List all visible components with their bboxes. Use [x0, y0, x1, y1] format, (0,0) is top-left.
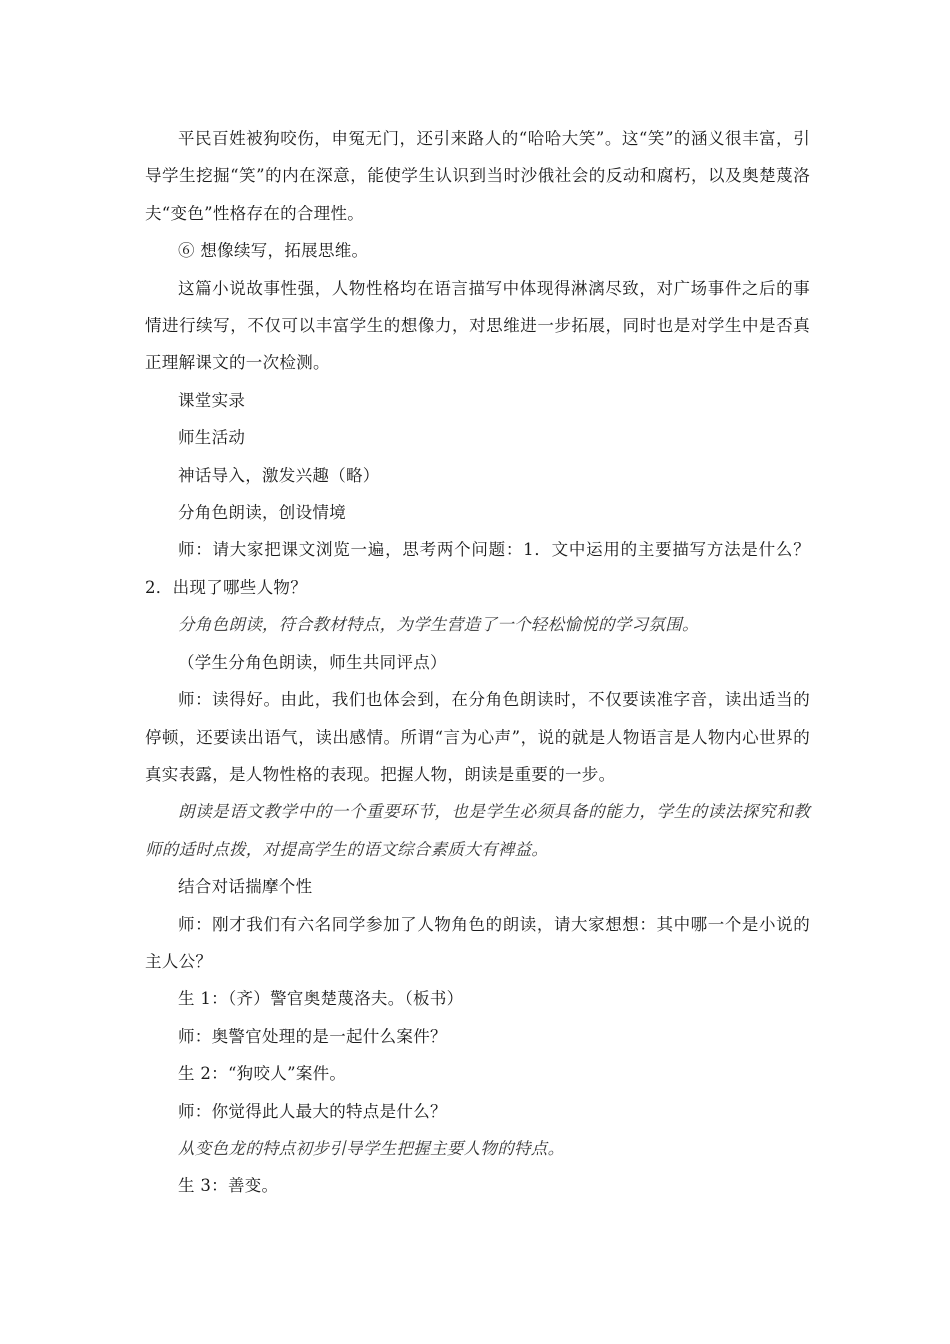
paragraph-8: 师：请大家把课文浏览一遍，思考两个问题：1．文中运用的主要描写方法是什么？2．出现了哪些人物？: [145, 540, 810, 597]
paragraph-6: 神话导入，激发兴趣（略）: [178, 465, 380, 485]
italic-note-1: 分角色朗读，符合教材特点，为学生营造了一个轻松愉悦的学习氛围。: [178, 615, 699, 635]
document-page: [145, 120, 810, 1205]
paragraph-17: 生 2：“狗咬人”案件。: [178, 1064, 347, 1084]
paragraph-5: 师生活动: [178, 428, 246, 448]
paragraph-1: 平民百姓被狗咬伤，申冤无门，还引来路人的“哈哈大笑”。这“笑”的涵义很丰富，引导学生挖掘“笑”的内在深意，能使学生认识到当时沙俄社会的反动和腐朽，以及奥楚蔑洛夫“变色”性格存在的合理性。: [145, 129, 810, 223]
italic-note-3: 从变色龙的特点初步引导学生把握主要人物的特点。: [178, 1138, 565, 1158]
italic-note-2: 朗读是语文教学中的一个重要环节，也是学生必须具备的能力，学生的读法探究和教师的适时点拨，对提高学生的语文综合素质大有裨益。: [145, 802, 810, 859]
paragraph-16: 师：奥警官处理的是一起什么案件？: [178, 1026, 447, 1046]
paragraph-2: ⑥ 想像续写，拓展思维。: [178, 241, 369, 261]
paragraph-20: 生 3：善变。: [178, 1176, 279, 1196]
paragraph-13: 结合对话揣摩个性: [178, 877, 313, 897]
paragraph-15: 生 1：（齐）警官奥楚蔑洛夫。（板书）: [178, 989, 464, 1009]
paragraph-4: 课堂实录: [178, 390, 246, 410]
paragraph-10: （学生分角色朗读，师生共同评点）: [178, 652, 447, 672]
paragraph-18: 师：你觉得此人最大的特点是什么？: [178, 1101, 447, 1121]
paragraph-11: 师：读得好。由此，我们也体会到，在分角色朗读时，不仅要读准字音，读出适当的停顿，还要读出语气，读出感情。所谓“言为心声”，说的就是人物语言是人物内心世界的真实表露，是人物性格的表现。把握人物，朗读是重要的一步。: [145, 690, 810, 784]
paragraph-14: 师：刚才我们有六名同学参加了人物角色的朗读，请大家想想：其中哪一个是小说的主人公？: [145, 914, 810, 971]
paragraph-7: 分角色朗读，创设情境: [178, 503, 346, 523]
paragraph-3: 这篇小说故事性强，人物性格均在语言描写中体现得淋漓尽致，对广场事件之后的事情进行续写，不仅可以丰富学生的想像力，对思维进一步拓展，同时也是对学生中是否真正理解课文的一次检测。: [145, 278, 810, 373]
